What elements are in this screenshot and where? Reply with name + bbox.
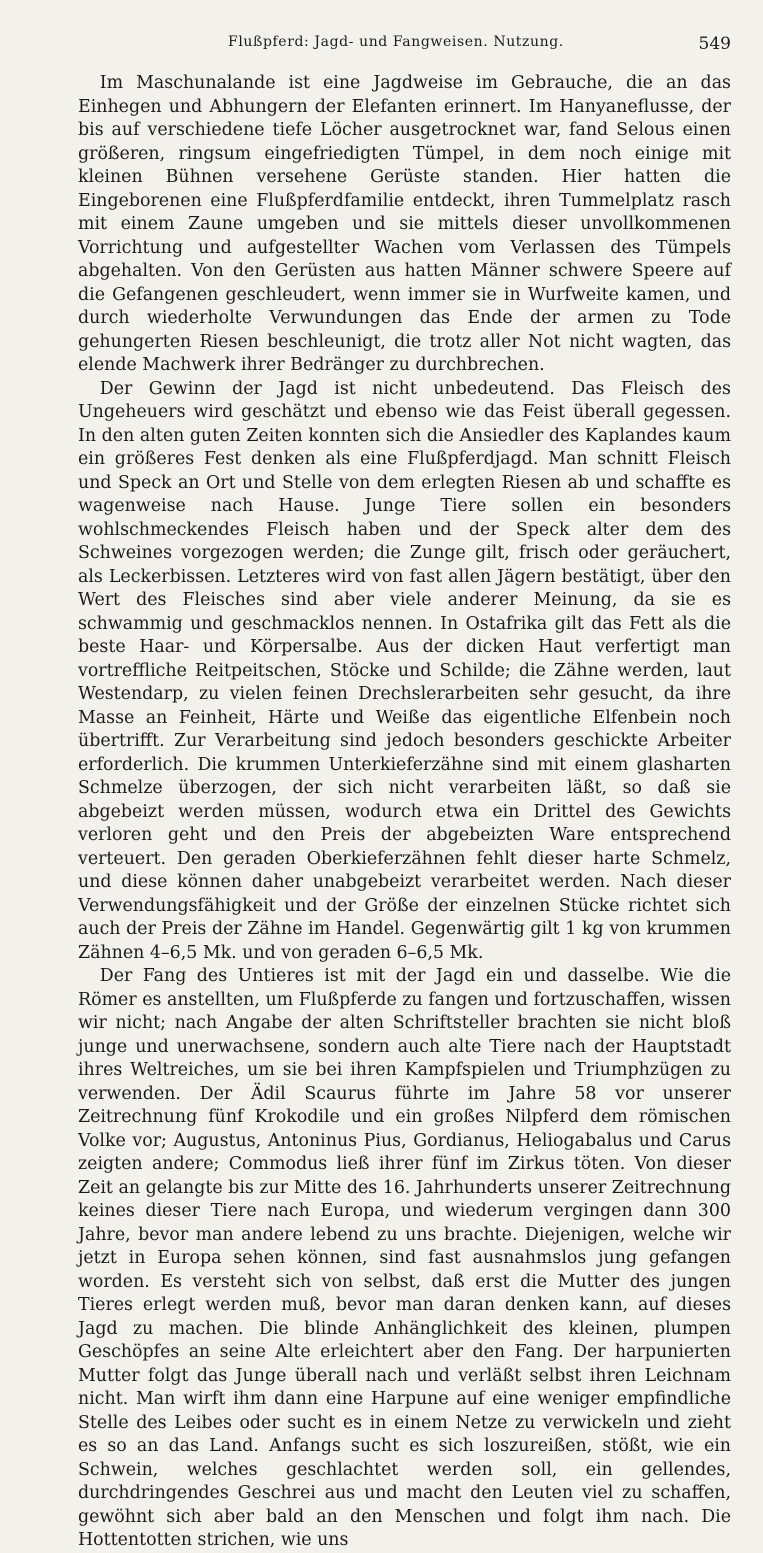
page-number: 549: [698, 34, 731, 54]
paragraph: Im Maschunalande ist eine Jagdweise im Gebrauche, die an das Einhegen und Abhungern der Elefanten erinnert. Im Hanyaneflusse, der bis auf verschiedene tiefe Löcher ausgetrocknet war, fand Selous einen größeren, ringsum eingefriedigten Tümpel, in dem noch einige mit kleinen Bühnen versehene Gerüste standen. Hier hatten die Eingeborenen eine Flußpferdfamilie entdeckt, ihren Tummelplatz rasch mit einem Zaune umgeben und sie mittels dieser unvollkommenen Vorrichtung und aufgestellter Wachen vom Verlassen des Tümpels abgehalten. Von den Gerüsten aus hatten Männer schwere Speere auf die Gefangenen geschleudert, wenn immer sie in Wurfweite kamen, und durch wiederholte Verwundungen das Ende der armen zu Tode gehungerten Riesen beschleunigt, die trotz aller Not nicht wagten, das elende Machwerk ihrer Bedränger zu durchbrechen.: [78, 73, 731, 375]
running-head: Flußpferd: Jagd- und Fangweisen. Nutzung.: [228, 34, 564, 50]
body-text: [78, 72, 731, 1553]
page-header: [78, 32, 731, 72]
paragraph: Der Fang des Untieres ist mit der Jagd ein und dasselbe. Wie die Römer es anstellten, um Flußpferde zu fangen und fortzuschaffen, wissen wir nicht; nach Angabe der alten Schriftsteller brachten sie nicht bloß junge und unerwachsene, sondern auch alte Tiere nach der Hauptstadt ihres Weltreiches, um sie bei ihren Kampfspielen und Triumphzügen zu verwenden. Der Ädil Scaurus führte im Jahre 58 vor unserer Zeitrechnung fünf Krokodile und ein großes Nilpferd dem römischen Volke vor; Augustus, Antoninus Pius, Gordianus, Heliogabalus und Carus zeigten andere; Commodus ließ ihrer fünf im Zirkus töten. Von dieser Zeit an gelangte bis zur Mitte des 16. Jahrhunderts unserer Zeitrechnung keines dieser Tiere nach Europa, und wiederum vergingen dann 300 Jahre, bevor man andere lebend zu uns brachte. Diejenigen, welche wir jetzt in Europa sehen können, sind fast ausnahmslos jung gefangen worden. Es versteht sich von selbst, daß erst die Mutter des jungen Tieres erlegt werden muß, bevor man daran denken kann, auf dieses Jagd zu machen. Die blinde Anhänglichkeit des kleinen, plumpen Geschöpfes an seine Alte erleichtert aber den Fang. Der harpunierten Mutter folgt das Junge überall nach und verläßt selbst ihren Leichnam nicht. Man wirft ihm dann eine Harpune auf eine weniger empfindliche Stelle des Leibes oder sucht es in einem Netze zu verwickeln und zieht es so an das Land. Anfangs sucht es sich loszureißen, stößt, wie ein Schwein, welches geschlachtet werden soll, ein gellendes, durchdringendes Geschrei aus und macht den Leuten viel zu schaffen, gewöhnt sich aber bald an den Menschen und folgt ihm nach. Die Hottentotten strichen, wie uns: [78, 966, 731, 1550]
paragraph: Der Gewinn der Jagd ist nicht unbedeutend. Das Fleisch des Ungeheuers wird geschätzt und ebenso wie das Feist überall gegessen. In den alten guten Zeiten konnten sich die Ansiedler des Kaplandes kaum ein größeres Fest denken als eine Flußpferdjagd. Man schnitt Fleisch und Speck an Ort und Stelle von dem erlegten Riesen ab und schaffte es wagenweise nach Hause. Junge Tiere sollen ein besonders wohlschmeckendes Fleisch haben und der Speck alter dem des Schweines vorgezogen werden; die Zunge gilt, frisch oder geräuchert, als Leckerbissen. Letzteres wird von fast allen Jägern bestätigt, über den Wert des Fleisches sind aber viele anderer Meinung, da sie es schwammig und geschmacklos nennen. In Ostafrika gilt das Fett als die beste Haar- und Körpersalbe. Aus der dicken Haut verfertigt man vortreffliche Reitpeitschen, Stöcke und Schilde; die Zähne werden, laut Westendarp, zu vielen feinen Drechslerarbeiten sehr gesucht, da ihre Masse an Feinheit, Härte und Weiße das eigentliche Elfenbein noch übertrifft. Zur Verarbeitung sind jedoch besonders geschickte Arbeiter erforderlich. Die krummen Unterkieferzähne sind mit einem glasharten Schmelze überzogen, der sich nicht verarbeiten läßt, so daß sie abgebeizt werden müssen, wodurch etwa ein Drittel des Gewichts verloren geht und den Preis der abgebeizten Ware entsprechend verteuert. Den geraden Oberkieferzähnen fehlt dieser harte Schmelz, und diese können daher unabgebeizt verarbeitet werden. Nach dieser Verwendungsfähigkeit und der Größe der einzelnen Stücke richtet sich auch der Preis der Zähne im Handel. Gegenwärtig gilt 1 kg von krummen Zähnen 4–6,5 Mk. und von geraden 6–6,5 Mk.: [78, 378, 731, 963]
